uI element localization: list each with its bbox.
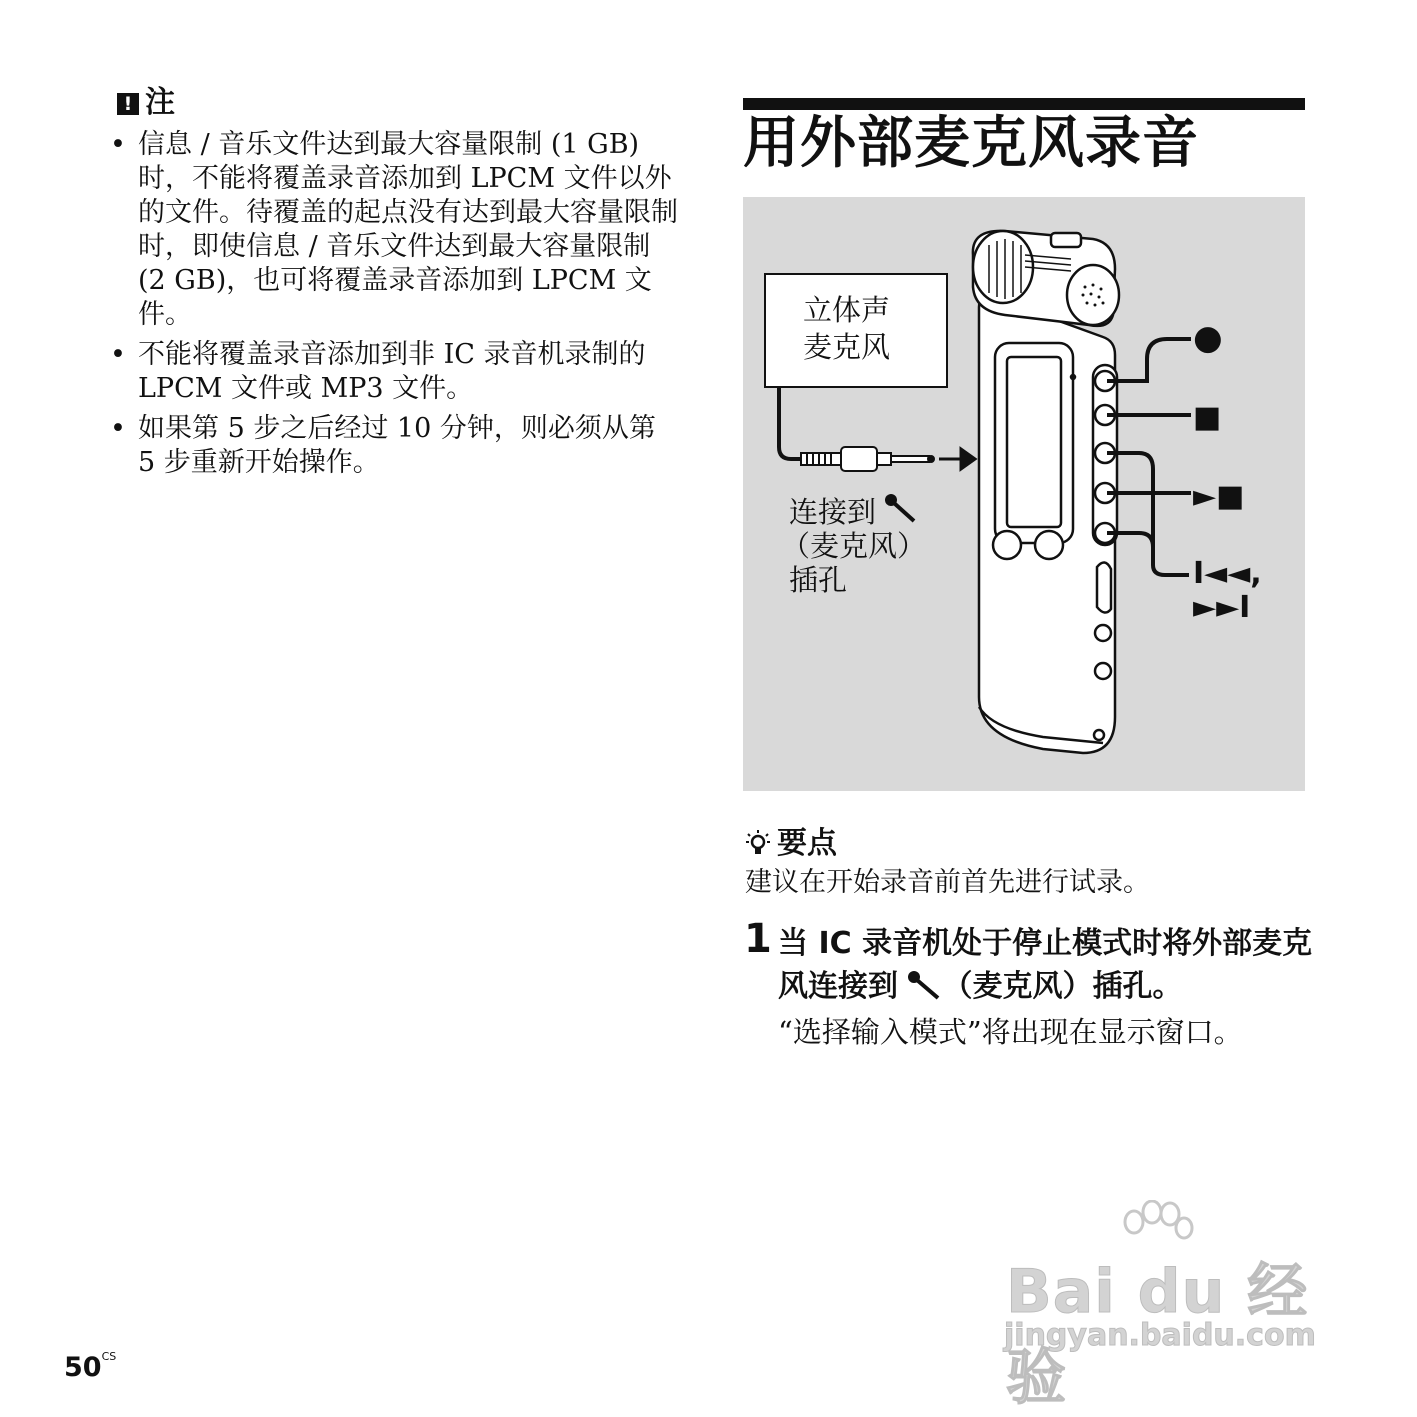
- page-number-suffix: CS: [101, 1350, 117, 1363]
- skip-back-label: I◄◄,: [1193, 556, 1262, 591]
- mic-plug: [801, 447, 934, 471]
- page-title: 用外部麦克风录音: [743, 111, 1199, 176]
- list-item: [110, 128, 680, 332]
- watermark: [1000, 1200, 1340, 1413]
- step-result: “选择输入模式”将出现在显示窗口。: [778, 1015, 1243, 1049]
- title-rule: [743, 98, 1305, 110]
- page-number-value: 50: [64, 1352, 102, 1383]
- leader-lines: [1107, 339, 1191, 575]
- lightbulb-icon: [745, 829, 771, 857]
- bullet-icon: •: [110, 413, 126, 444]
- note-text: 信息 / 音乐文件达到最大容量限制 (1 GB) 时，不能将覆盖录音添加到 LPCM 文件以外的文件。待覆盖的起点没有达到最大容量限制时，即使信息 / 音乐文件达到最大容量限制 (2 GB)，也可将覆盖录音添加到 LPCM 文件。: [138, 129, 678, 330]
- device-illustration: [743, 197, 1305, 791]
- note-heading-label: 注: [145, 85, 175, 120]
- warning-icon: !: [117, 93, 139, 115]
- watermark-sub: jingyan.baidu.com: [1004, 1318, 1316, 1353]
- record-label: ●: [1193, 318, 1223, 358]
- jack-label-line3: 插孔: [789, 563, 848, 597]
- stop-label: ■: [1193, 400, 1222, 435]
- jack-label-line1: 连接到: [789, 495, 877, 529]
- skip-forward-label: ►►I: [1193, 590, 1251, 625]
- list-item: [110, 412, 680, 480]
- mic-cable: [779, 387, 803, 459]
- microphone-icon: [885, 494, 914, 521]
- watermark-main: Bai du 经验: [1006, 1257, 1309, 1413]
- jack-label-line2: （麦克风）: [781, 529, 927, 563]
- step-text-part1: 当 IC 录音机处于停止模式时将外部麦克风连接到: [778, 926, 1313, 1004]
- step-instruction: [778, 922, 1318, 1008]
- hint-heading: [745, 826, 837, 862]
- bullet-icon: •: [110, 339, 126, 370]
- note-heading: [117, 85, 175, 121]
- hint-heading-label: 要点: [777, 826, 837, 861]
- play-stop-label: ►■: [1193, 479, 1245, 514]
- illustration-svg: [743, 197, 1305, 791]
- recorder-body: [973, 231, 1119, 753]
- insert-arrow: [939, 449, 975, 469]
- step-number: 1: [744, 916, 772, 962]
- note-text: 不能将覆盖录音添加到非 IC 录音机录制的 LPCM 文件或 MP3 文件。: [138, 339, 646, 404]
- note-text: 如果第 5 步之后经过 10 分钟，则必须从第 5 步重新开始操作。: [138, 413, 656, 478]
- microphone-icon: [908, 970, 942, 1000]
- mic-box-line2: 麦克风: [803, 330, 891, 364]
- mic-box-line1: 立体声: [803, 293, 891, 327]
- step-text-part2: （麦克风）插孔。: [942, 969, 1183, 1004]
- bullet-icon: •: [110, 129, 126, 160]
- hint-text: 建议在开始录音前首先进行试录。: [745, 867, 1150, 898]
- note-list: [110, 128, 680, 486]
- page-number: [64, 1350, 116, 1383]
- list-item: [110, 338, 680, 406]
